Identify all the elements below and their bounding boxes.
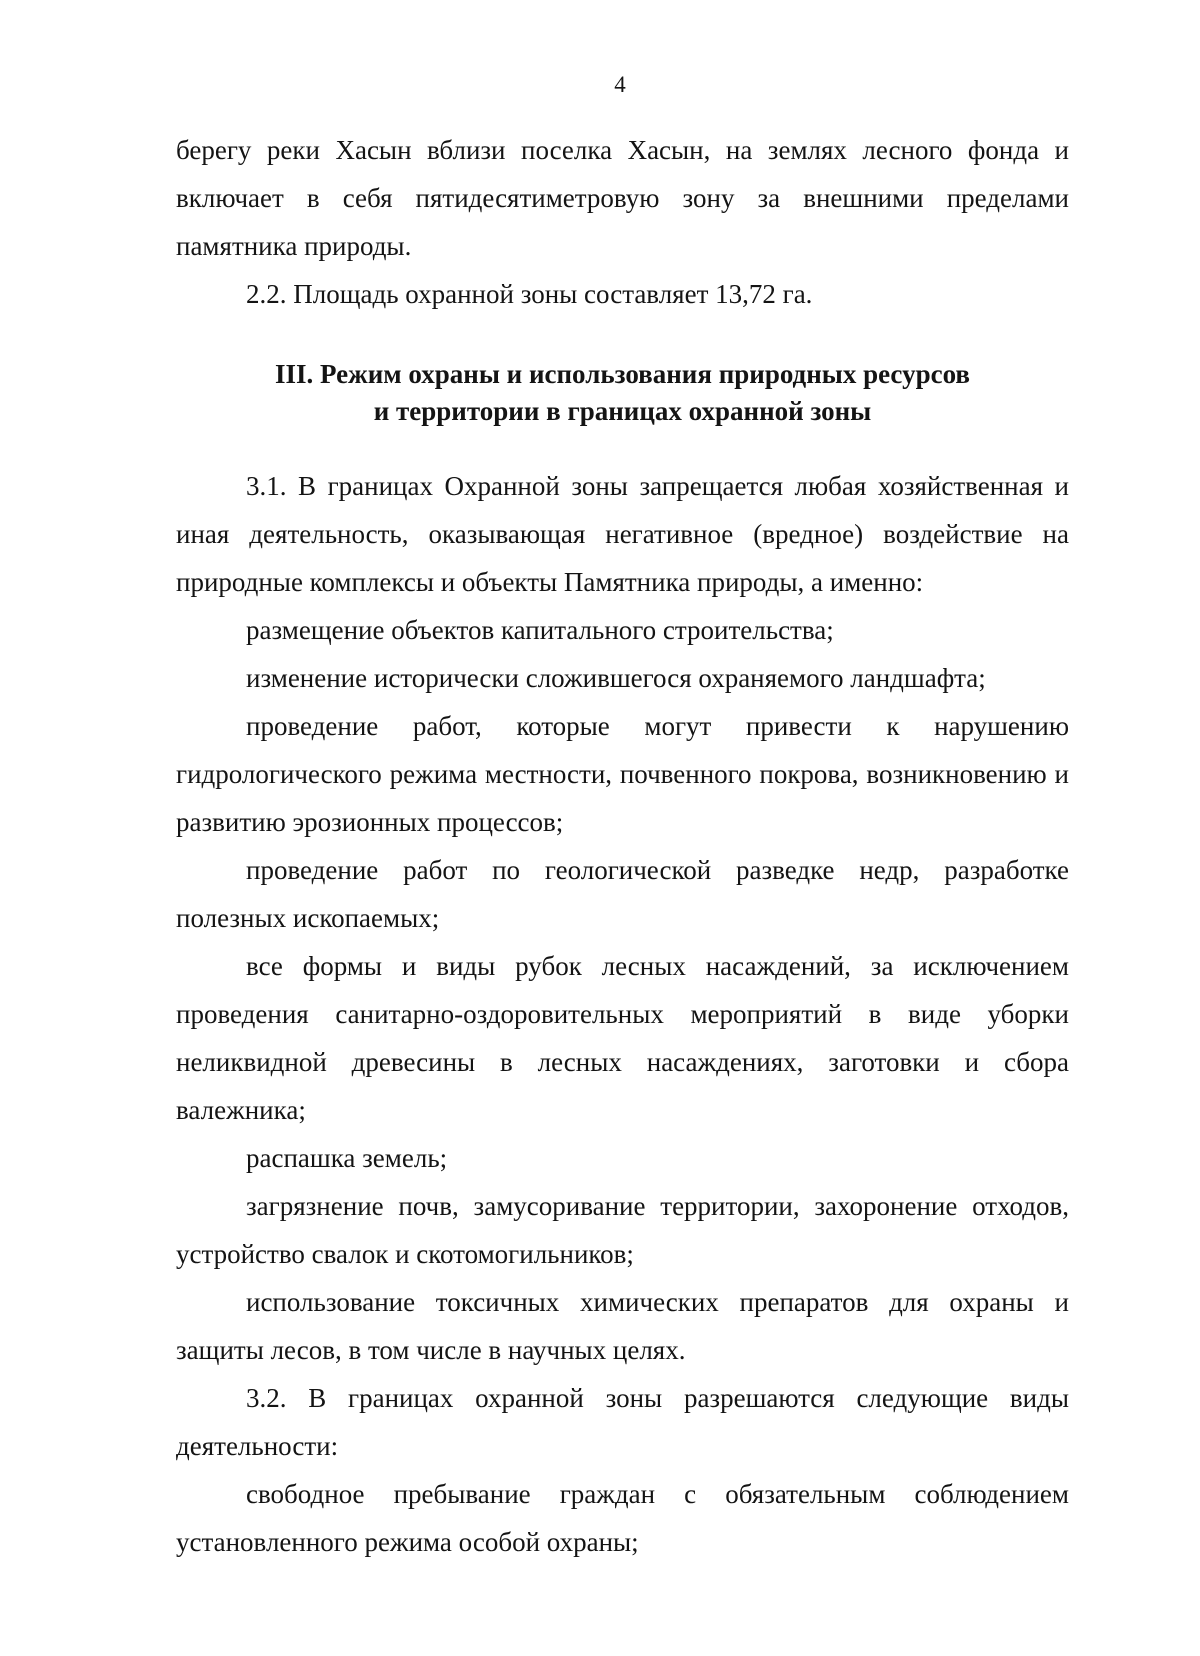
prohibited-item: использование токсичных химических препаратов для охраны и защиты лесов, в том числе в научных целях. — [176, 1287, 1069, 1365]
prohibited-item: загрязнение почв, замусоривание территории, захоронение отходов, устройство свалок и скотомогильников; — [176, 1191, 1069, 1269]
document-body — [176, 126, 1069, 1566]
page-number: 4 — [614, 72, 626, 97]
permitted-item: свободное пребывание граждан с обязательным соблюдением установленного режима особой охраны; — [176, 1479, 1069, 1557]
prohibited-item: проведение работ по геологической разведке недр, разработке полезных ископаемых; — [176, 855, 1069, 933]
paragraph-3-2-intro: 3.2. В границах охранной зоны разрешаются следующие виды деятельности: — [176, 1383, 1069, 1461]
prohibited-item: все формы и виды рубок лесных насаждений, за исключением проведения санитарно-оздоровительных мероприятий в виде уборки неликвидной древесины в лесных насаждениях, заготовки и сбора валежника; — [176, 951, 1069, 1125]
section-3-heading-line-2: и территории в границах охранной зоны — [373, 396, 872, 426]
paragraph-3-1-intro: 3.1. В границах Охранной зоны запрещается любая хозяйственная и иная деятельность, оказывающая негативное (вредное) воздействие на природные комплексы и объекты Памятника природы, а именно: — [176, 471, 1069, 597]
paragraph-2-2-area: 2.2. Площадь охранной зоны составляет 13,72 га. — [246, 279, 813, 309]
spacer — [176, 318, 1069, 356]
prohibited-item: изменение исторически сложившегося охраняемого ландшафта; — [246, 663, 986, 693]
prohibited-item: размещение объектов капитального строительства; — [246, 615, 834, 645]
spacer — [176, 430, 1069, 462]
paragraph-continuation: берегу реки Хасын вблизи поселка Хасын, на землях лесного фонда и включает в себя пятидесятиметровую зону за внешними пределами памятника природы. — [176, 135, 1069, 261]
section-3-heading-line-1: III. Режим охраны и использования природных ресурсов — [275, 359, 970, 389]
prohibited-item: распашка земель; — [246, 1143, 448, 1173]
prohibited-item: проведение работ, которые могут привести к нарушению гидрологического режима местности, почвенного покрова, возникновению и развитию эрозионных процессов; — [176, 711, 1069, 837]
